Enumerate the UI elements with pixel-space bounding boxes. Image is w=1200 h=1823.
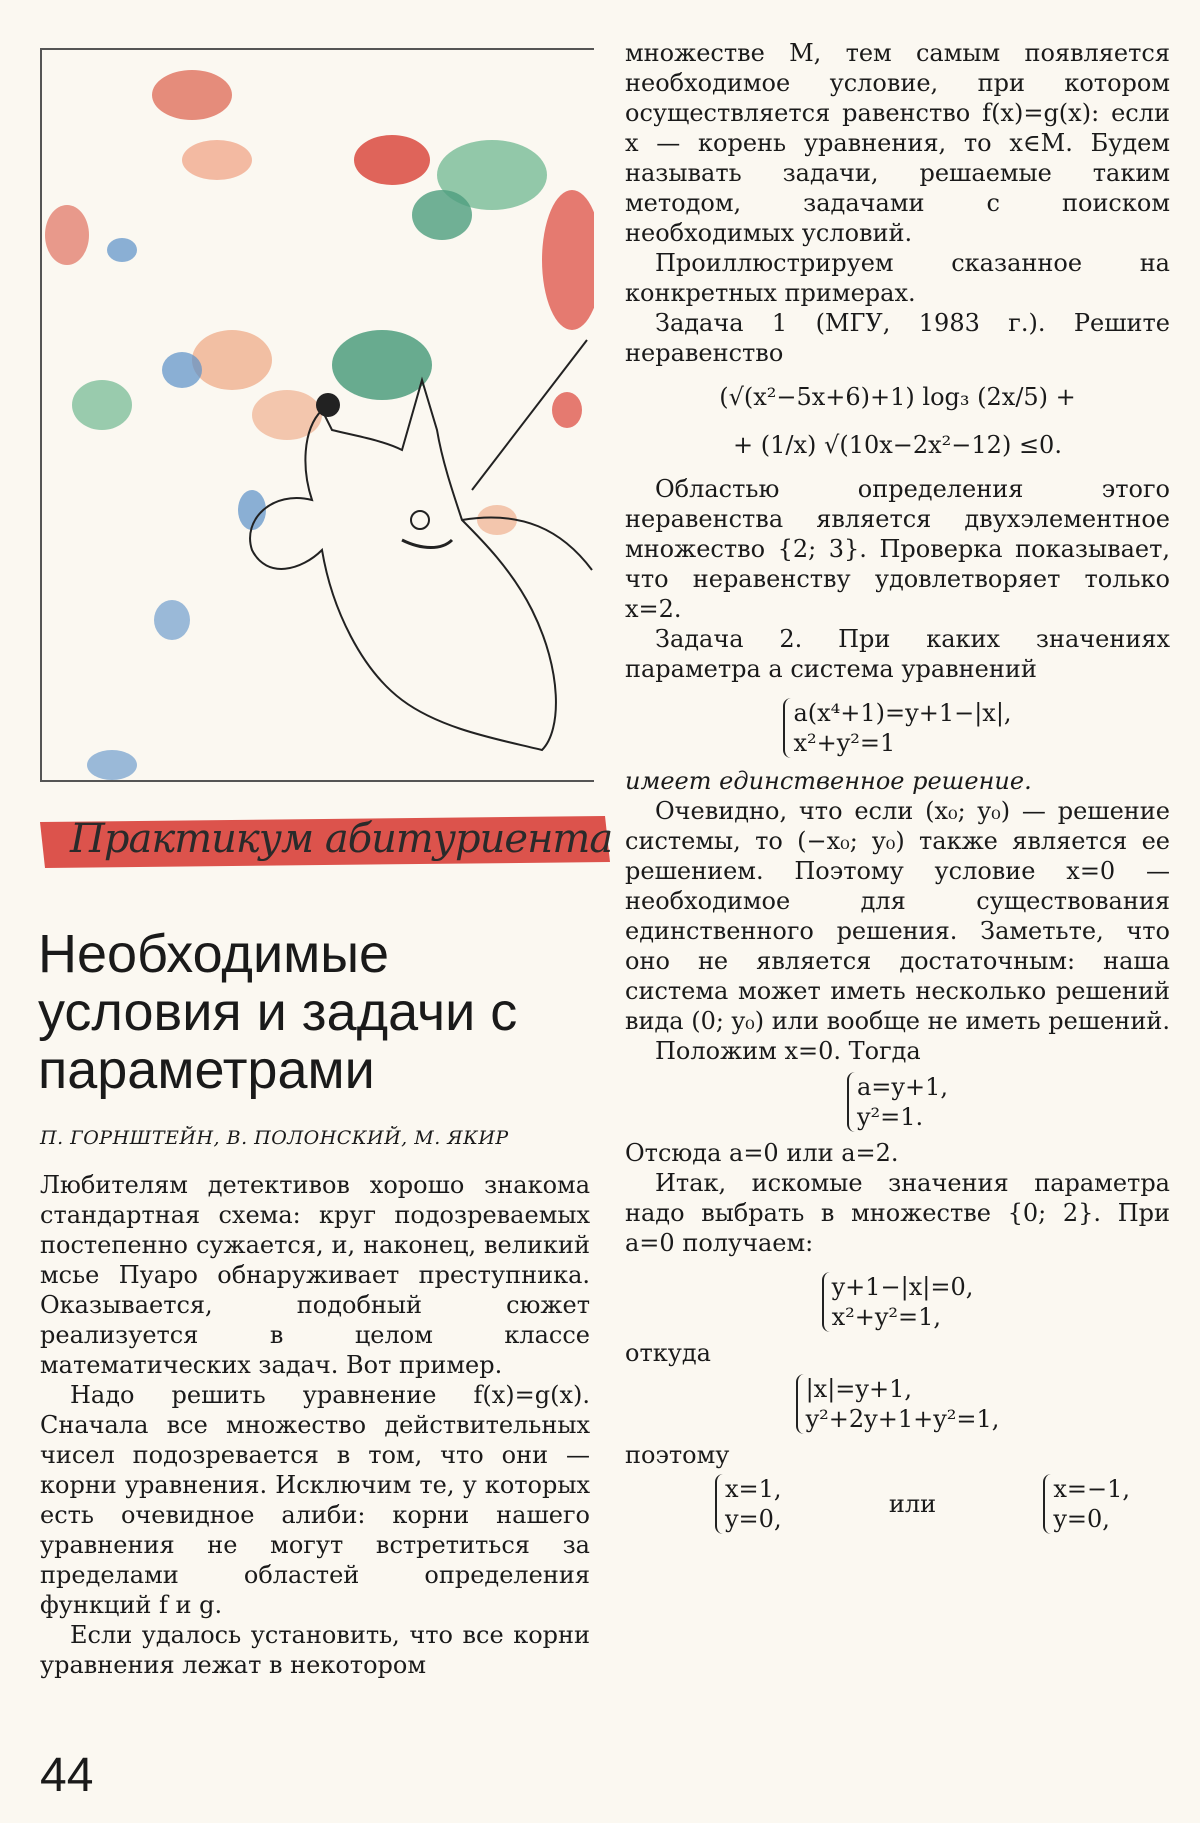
left-column <box>40 1170 590 1680</box>
system-3 <box>625 1272 1170 1332</box>
paragraph: Положим x=0. Тогда <box>655 1037 921 1065</box>
paragraph: Любителям детективов хорошо знакома стандартная схема: круг подозреваемых постепенно сужается, и, наконец, великий мсье Пуаро обнаруживает преступника. Оказывается, подобный сюжет реализуется в целом классе математических задач. Вот пример. <box>40 1171 590 1379</box>
task-2-heading: Задача 2. При каких значениях параметра a система уравнений <box>625 625 1170 683</box>
inequality-line-2: + (1/x) √(10x−2x²−12) ≤0. <box>733 431 1062 459</box>
illustration <box>40 48 594 782</box>
final-systems <box>715 1474 1130 1534</box>
paragraph: Областью определения этого неравенства является двухэлементное множество {2; 3}. Проверка показывает, что неравенству удовлетворяет только x=2. <box>625 475 1170 623</box>
system-line: y=0, <box>1053 1505 1110 1533</box>
cat-illustration <box>42 50 594 780</box>
system-5a <box>715 1474 782 1534</box>
right-column <box>625 38 1170 1534</box>
article-title: Необходимые условия и задачи с параметрами <box>38 924 518 1100</box>
system-line: x=1, <box>725 1475 782 1503</box>
rubric-banner <box>30 810 615 872</box>
system-line: a(x⁴+1)=y+1−|x|, <box>793 699 1012 727</box>
system-line: y²=1. <box>857 1103 924 1131</box>
authors: П. ГОРНШТЕЙН, В. ПОЛОНСКИЙ, М. ЯКИР <box>40 1127 509 1149</box>
paragraph: Если удалось установить, что все корни уравнения лежат в некотором <box>40 1621 590 1679</box>
system-4 <box>625 1374 1170 1434</box>
rubric-label: Практикум абитуриента <box>70 816 613 862</box>
system-1 <box>625 698 1170 758</box>
paragraph: Итак, искомые значения параметра надо выбрать в множестве {0; 2}. При a=0 получаем: <box>625 1169 1170 1257</box>
system-line: y+1−|x|=0, <box>831 1273 974 1301</box>
paragraph: множестве M, тем самым появляется необходимое условие, при котором осуществляется равенство f(x)=g(x): если x — корень уравнения, то x∈M. Будем называть задачи, решаемые таким методом, задачами с поиском необходимых условий. <box>625 39 1170 247</box>
system-2 <box>625 1072 1170 1132</box>
system-line: x²+y²=1 <box>793 729 896 757</box>
paragraph: поэтому <box>625 1441 730 1469</box>
paragraph: Очевидно, что если (x₀; y₀) — решение системы, то (−x₀; y₀) также является ее решением. Поэтому условие x=0 — необходимое для существования единственного решения. Заметьте, что оно не является достаточным: наша система может иметь несколько решений вида (0; y₀) или вообще не иметь решений. <box>625 797 1170 1035</box>
paragraph: Отсюда a=0 или a=2. <box>625 1139 899 1167</box>
system-line: |x|=y+1, <box>805 1375 912 1403</box>
paragraph: откуда <box>625 1339 711 1367</box>
or-word: или <box>888 1490 937 1518</box>
system-line: a=y+1, <box>857 1073 948 1101</box>
paragraph: Надо решить уравнение f(x)=g(x). Сначала все множество действительных чисел подозревается в том, что они — корни уравнения. Исключим те, у которых есть очевидное алиби: корни нашего уравнения не могут встретиться за пределами областей определения функций f и g. <box>40 1381 590 1619</box>
system-line: y=0, <box>725 1505 782 1533</box>
paragraph: имеет единственное решение. <box>625 767 1032 795</box>
task-1-heading: Задача 1 (МГУ, 1983 г.). Решите неравенство <box>625 309 1170 367</box>
system-line: x=−1, <box>1053 1475 1130 1503</box>
system-line: y²+2y+1+y²=1, <box>805 1405 1000 1433</box>
system-5b <box>1043 1474 1130 1534</box>
page-number: 44 <box>40 1749 94 1802</box>
system-line: x²+y²=1, <box>831 1303 942 1331</box>
paragraph: Проиллюстрируем сказанное на конкретных примерах. <box>625 249 1170 307</box>
inequality-line-1: (√(x²−5x+6)+1) log₃ (2x/5) + <box>719 383 1076 411</box>
